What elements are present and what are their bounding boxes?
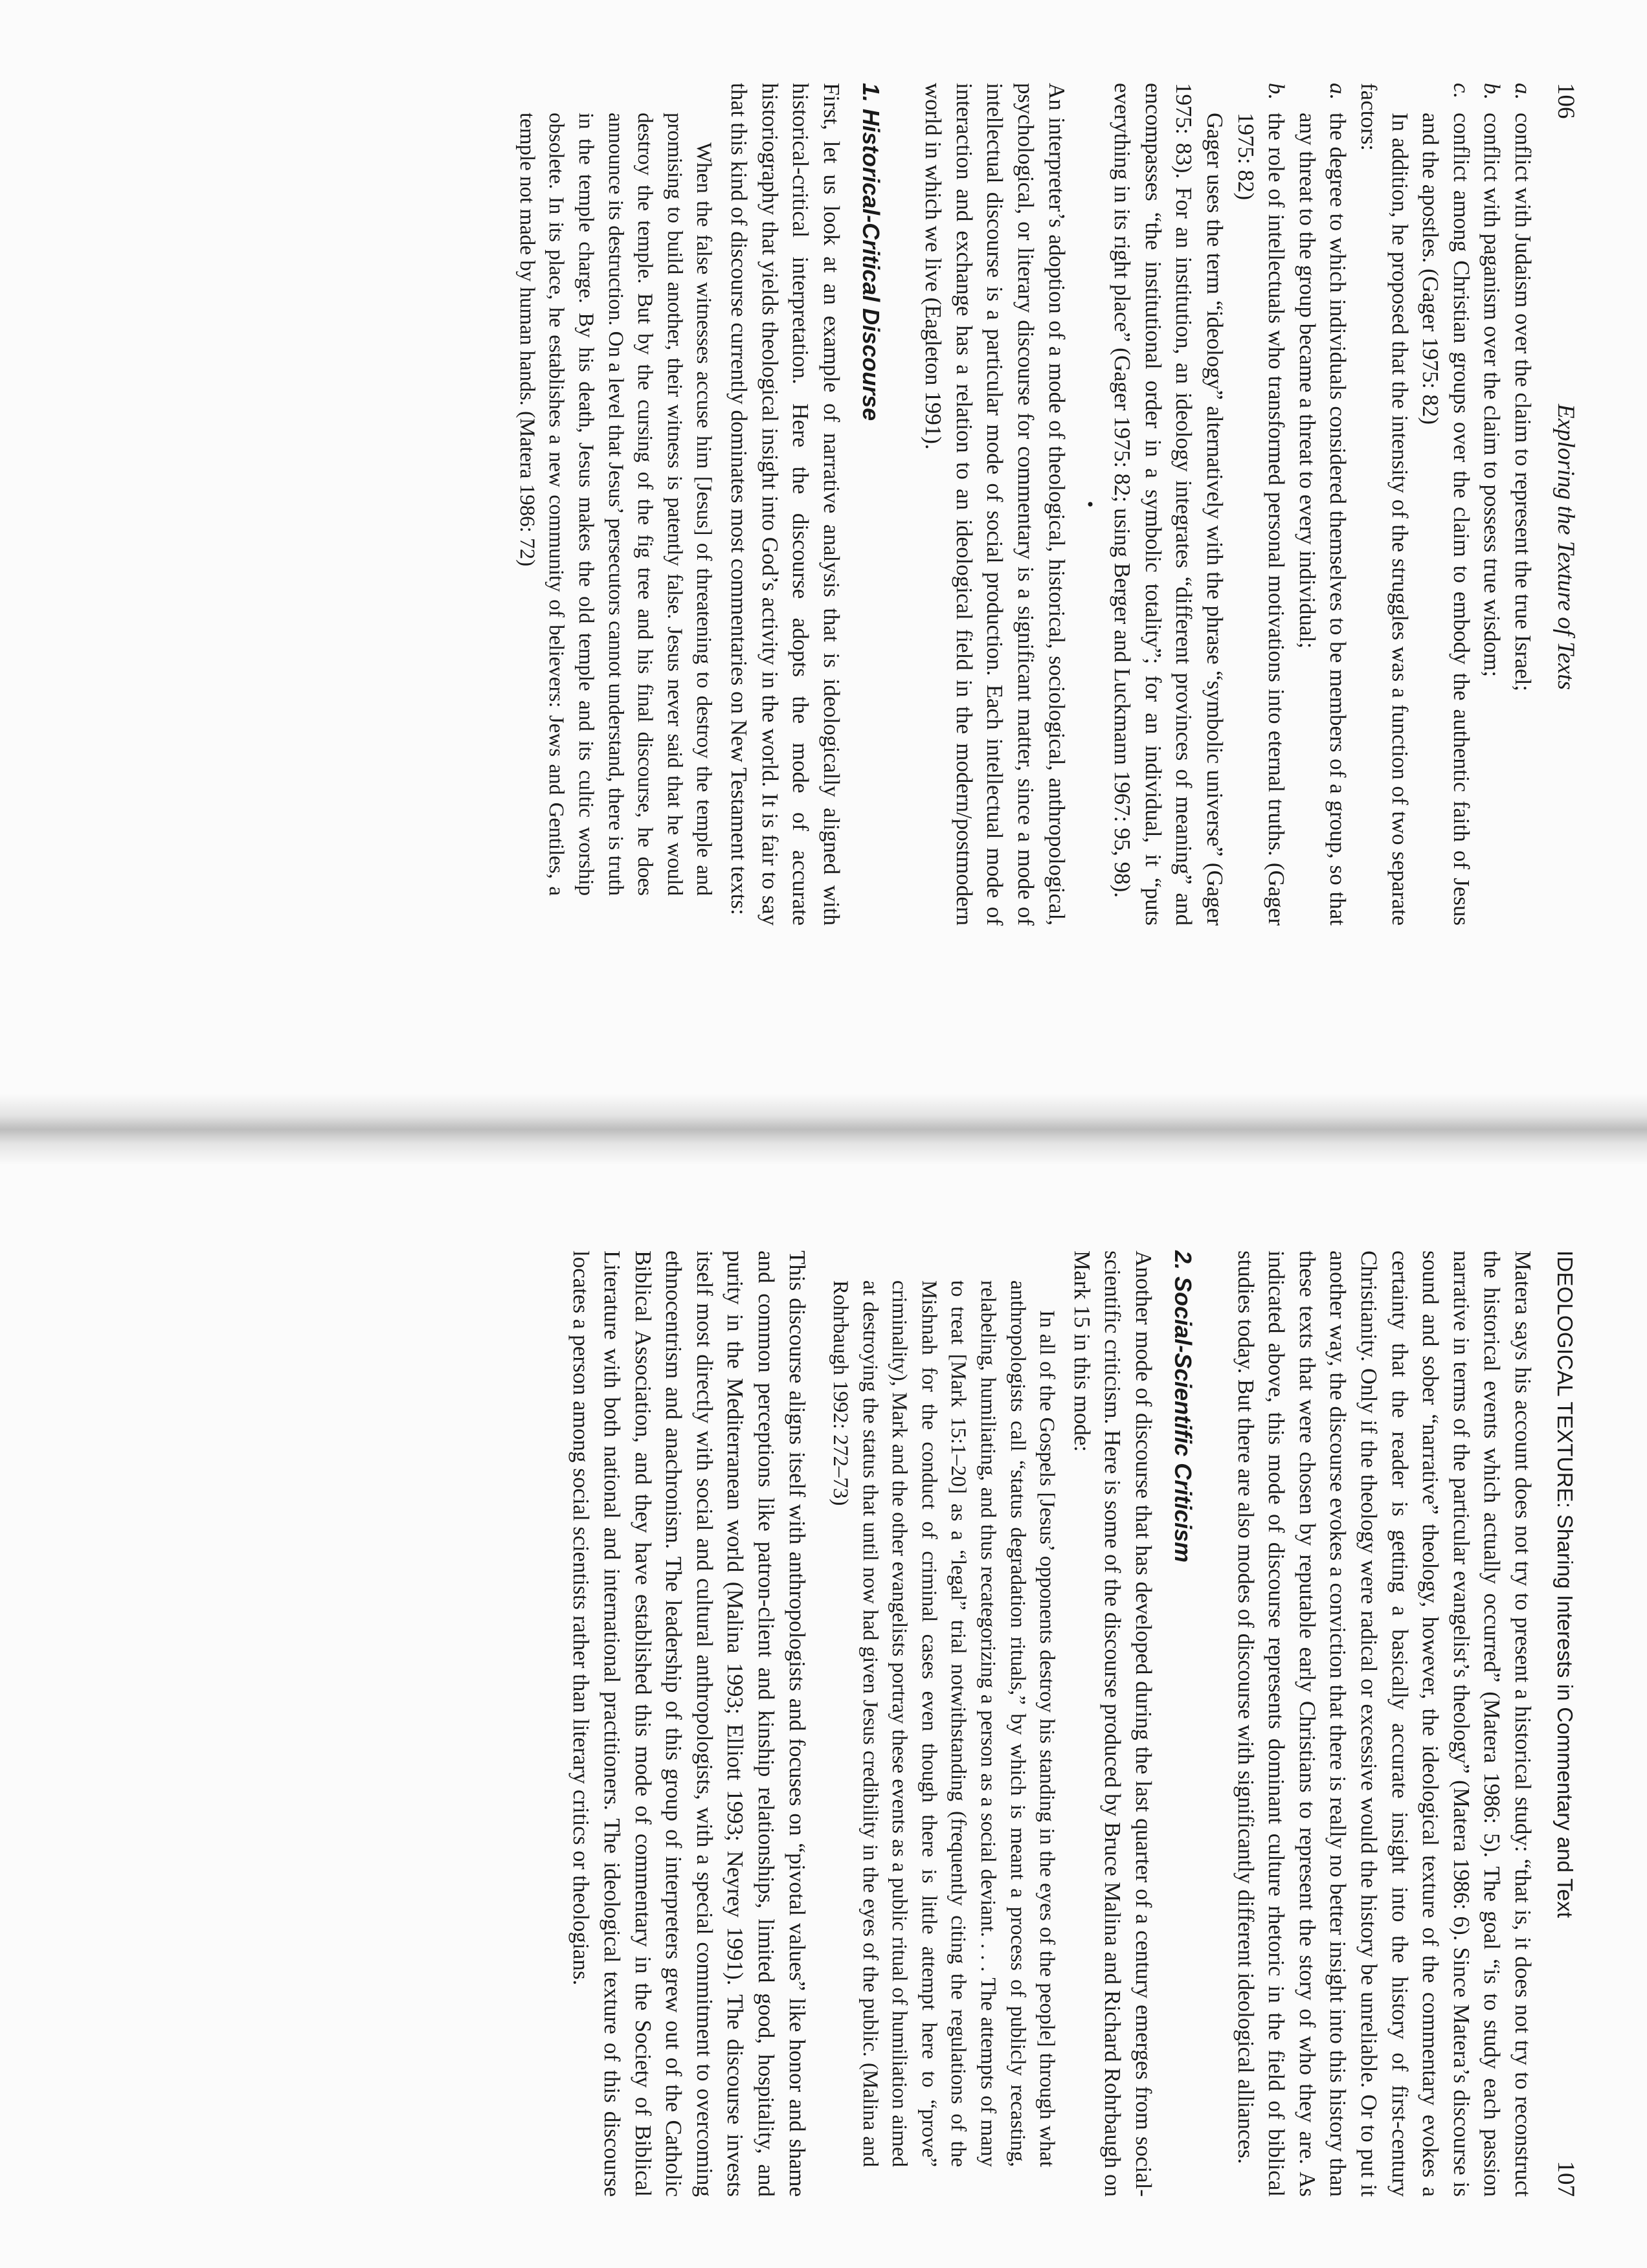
conflicts-list: [1415, 83, 1538, 926]
list-item-text: conflict with paganism over the claim to possess true wisdom;: [1479, 113, 1505, 677]
right-page: [0, 1165, 1647, 2268]
block-quote: [825, 1251, 1062, 2197]
list-marker: a.: [1510, 83, 1536, 100]
right-page-body: [566, 1251, 1538, 2197]
paragraph: An interpreter’s adoption of a mode of theological, historical, sociological, anthropological, psychological, or literary discourse for commentary is a significant matter, since a mode of intellectual discourse is a particular mode of social production. Each intellectual mode of interaction and exchange has a relation to an ideological field in the modern/postmodern world in which we live (Eagleton 1991).: [921, 83, 1070, 926]
list-item: [1477, 83, 1508, 926]
left-page-number: 106: [1552, 83, 1579, 119]
list-item: [1507, 83, 1538, 926]
list-item-text: conflict with Judaism over the claim to represent the true Israel;: [1510, 113, 1536, 692]
list-item-text: the degree to which individuals considered themselves to be members of a group, so that any threat to the group became a threat to every individual;: [1294, 113, 1351, 926]
list-marker: c.: [1448, 83, 1474, 99]
right-running-head: [1541, 1165, 1580, 2268]
section-heading: 2. Social-Scientific Criticism: [1170, 1251, 1197, 1563]
factors-list: [1230, 83, 1353, 926]
paragraph: This discourse aligns itself with anthropologists and focuses on “pivotal values” like honor and shame and common perceptions like patron-client and kinship relationships, limited good, hospitality, and purity in the Mediterranean world (Malina 1993; Elliott 1993; Neyrey 1991). The discourse invests itself most directly with social and cultural anthropologists, with a special commitment to overcoming ethnocentrism and anachronism. The leadership of this group of interpreters grew out of the Catholic Biblical Association, and they have established this mode of commentary in the Society of Biblical Literature with both national and international practitioners. The ideological texture of this discourse locates a person among social scientists rather than literary critics or theologians.: [568, 1251, 810, 2197]
left-running-title: Exploring the Texture of Texts: [1552, 404, 1579, 690]
quote-text: In all of the Gospels [Jesus’ opponents destroy his standing in the eyes of the people] through what anthropologists call “status degradation rituals,” by which is meant a process of publicly recasting, relabeling, humiliating, and thus recategorizing a person as a social deviant. . . . The attempts of many to treat [Mark 15:1–20] as a “legal” trial notwithstanding (frequently citing the regulations of the Mishnah for the conduct of criminal cases even though there is little attempt here to “prove” criminality), Mark and the other evangelists portray these events as a public ritual of humiliation aimed at destroying the status that until now had given Jesus credibility in the eyes of the public. (Malina and Rohrbaugh 1992: 272–73): [829, 1280, 1059, 2167]
paragraph: First, let us look at an example of narrative analysis that is ideologically aligned with historical-critical interpretation. Here the discourse adopts the mode of accurate historiography that yields theological insight into God’s activity in the world. It is fair to say that this kind of discourse currently dominates most commentaries on New Testament texts:: [726, 83, 844, 926]
right-page-number: 107: [1552, 2161, 1579, 2197]
paragraph: Gager uses the term “ideology” alternatively with the phrase “symbolic universe” (Gager 1975: 83). For an institution, an ideology integrates “different provinces of meaning” and encompasses “the institutional order in a symbolic totality”; for an individual, it “puts everything in its right place” (Gager 1975: 82; using Berger and Luckmann 1967: 95, 98).: [1110, 83, 1228, 926]
left-running-head: [1541, 0, 1580, 1094]
block-quote: [511, 83, 718, 926]
book-gutter: [0, 1094, 1647, 1165]
quote-text: When the false witnesses accuse him [Jesus] of threatening to destroy the temple and promising to build another, their witness is patently false. Jesus never said that he would destroy the temple. But by the cursing of the fig tree and his final discourse, he does announce its destruction. On a level that Jesus’ persecutors cannot understand, there is truth in the temple charge. By his death, Jesus makes the old temple and its cultic worship obsolete. In its place, he establishes a new community of believers: Jews and Gentiles, a temple not made by human hands. (Matera 1986: 72): [515, 113, 716, 896]
list-marker: a.: [1325, 83, 1351, 100]
list-marker: b.: [1264, 83, 1290, 100]
paragraph: In addition, he proposed that the intensity of the struggles was a function of two separate factors:: [1356, 83, 1413, 926]
section-separator: •: [1079, 500, 1101, 508]
list-item: [1415, 83, 1477, 926]
section-heading: 1. Historical-Critical Discourse: [857, 83, 884, 421]
paragraph: Another mode of discourse that has developed during the last quarter of a century emerges from social-scientific criticism. Here is some of the discourse produced by Bruce Malina and Richard Rohrbaugh on Mark 15 in this mode:: [1069, 1251, 1157, 2197]
left-page-body: [511, 83, 1538, 926]
list-item: [1292, 83, 1353, 926]
list-marker: b.: [1479, 83, 1505, 100]
list-item: [1230, 83, 1292, 926]
paragraph: Matera says his account does not try to present a historical study: “that is, it does not try to reconstruct the historical events which actually occurred” (Matera 1986: 5). The goal “is to study each passion narrative in terms of the particular evangelist’s theology” (Matera 1986: 6). Since Matera’s discourse is sound and sober “narrative” theology, however, the ideological texture of the commentary evokes a certainty that the reader is getting a basically accurate insight into the history of first-century Christianity. Only if the theology were radical or excessive would the history be unreliable. Or to put it another way, the discourse evokes a conviction that there is really no better insight into this history than these texts that were chosen by reputable early Christians to represent the story of who they are. As indicated above, this mode of discourse represents dominant culture rhetoric in the field of biblical studies today. But there are also modes of discourse with significantly different ideological alliances.: [1233, 1251, 1536, 2197]
list-item-text: the role of intellectuals who transformed personal motivations into eternal truths. (Gager 1975: 82): [1233, 113, 1290, 926]
right-running-title: IDEOLOGICAL TEXTURE: Sharing Interests in Commentary and Text: [1553, 1251, 1577, 1918]
left-page: [0, 0, 1647, 1094]
list-item-text: conflict among Christian groups over the claim to embody the authentic faith of Jesus and the apostles. (Gager 1975: 82): [1418, 113, 1474, 926]
